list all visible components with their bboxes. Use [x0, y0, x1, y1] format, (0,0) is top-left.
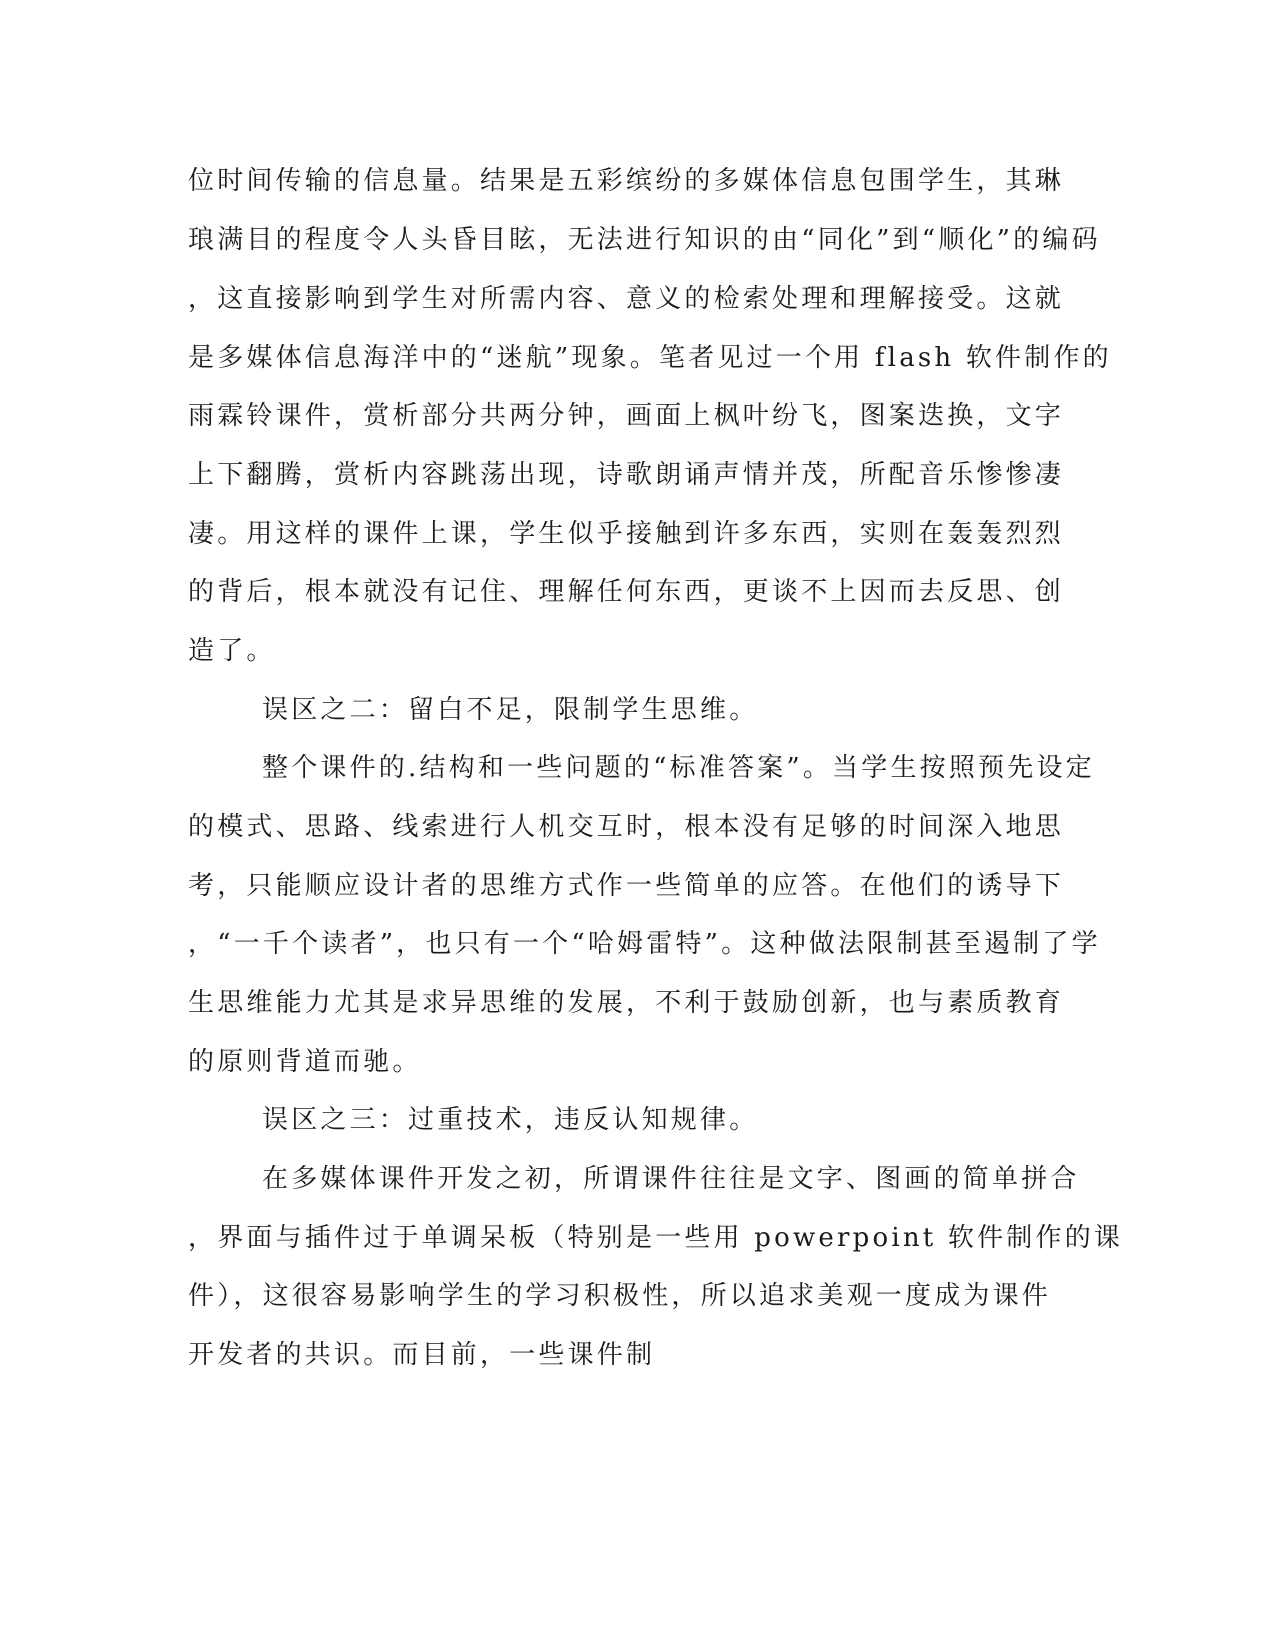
text-line: 的模式、思路、线索进行人机交互时，根本没有足够的时间深入地思	[188, 812, 1065, 842]
section-heading: 误区之三：过重技术，违反认知规律。	[262, 1105, 759, 1135]
text-line: 是多媒体信息海洋中的“迷航”现象。笔者见过一个用 flash 软件制作的	[188, 343, 1112, 373]
text-line: 雨霖铃课件，赏析部分共两分钟，画面上枫叶纷飞，图案迭换，文字	[188, 401, 1065, 431]
text-line: 整个课件的.结构和一些问题的“标准答案”。当学生按照预先设定	[262, 753, 1095, 783]
text-line: 位时间传输的信息量。结果是五彩缤纷的多媒体信息包围学生，其琳	[188, 166, 1065, 196]
text-line: 的原则背道而驰。	[188, 1047, 422, 1077]
text-line: ，这直接影响到学生对所需内容、意义的检索处理和理解接受。这就	[188, 284, 1065, 314]
text-line: 生思维能力尤其是求异思维的发展，不利于鼓励创新，也与素质教育	[188, 988, 1065, 1018]
text-line: 的背后，根本就没有记住、理解任何东西，更谈不上因而去反思、创	[188, 577, 1065, 607]
text-line: 上下翻腾，赏析内容跳荡出现，诗歌朗诵声情并茂，所配音乐惨惨凄	[188, 460, 1065, 490]
text-line: 造了。	[188, 636, 276, 666]
text-line: ，界面与插件过于单调呆板（特别是一些用 powerpoint 软件制作的课	[188, 1223, 1124, 1253]
text-line: 琅满目的程度令人头昏目眩，无法进行知识的由“同化”到“顺化”的编码	[188, 225, 1101, 255]
text-line: 在多媒体课件开发之初，所谓课件往往是文字、图画的简单拼合	[262, 1164, 1080, 1194]
text-line: 件），这很容易影响学生的学习积极性，所以追求美观一度成为课件	[188, 1281, 1052, 1311]
text-line: 开发者的共识。而目前，一些课件制	[188, 1340, 656, 1370]
text-line: 凄。用这样的课件上课，学生似乎接触到许多东西，实则在轰轰烈烈	[188, 519, 1065, 549]
text-line: 考，只能顺应设计者的思维方式作一些简单的应答。在他们的诱导下	[188, 871, 1065, 901]
text-line: ，“一千个读者”，也只有一个“哈姆雷特”。这种做法限制甚至遏制了学	[188, 929, 1101, 959]
section-heading: 误区之二：留白不足，限制学生思维。	[262, 695, 759, 725]
